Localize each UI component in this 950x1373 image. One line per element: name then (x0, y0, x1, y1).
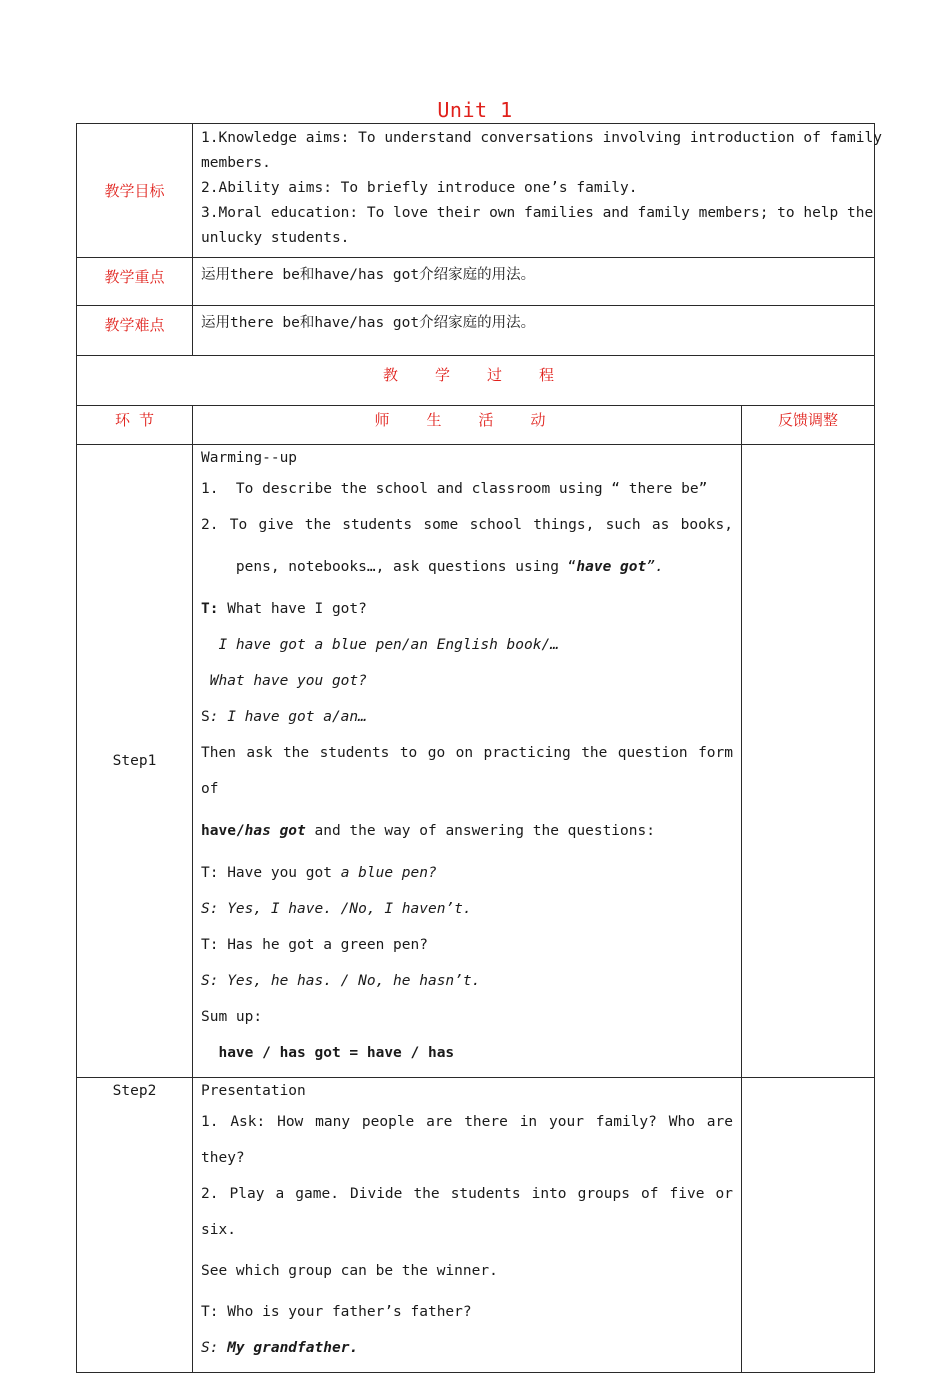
activity-line: Warming--up (201, 450, 298, 466)
objective-line: unlucky students. (201, 230, 350, 246)
key-points-label: 教学重点 (77, 258, 193, 306)
activity-line: Then ask the students to go on practicing the question form of (201, 745, 733, 797)
activity-line: See which group can be the winner. (201, 1263, 498, 1279)
header-feedback: 反馈调整 (742, 406, 875, 445)
activity-line: Sum up: (201, 1009, 263, 1025)
activity-line: S: Yes, I have. /No, I haven’t. (201, 901, 472, 917)
step2-label: Step2 (77, 1078, 193, 1373)
key-points-row (77, 258, 875, 306)
activity-line: T: Who is your father’s father? (201, 1304, 472, 1320)
objectives-label: 教学目标 (77, 124, 193, 258)
key-points-text: 运用there be和have/has got介绍家庭的用法。 (193, 258, 875, 306)
activity-line: T: Has he got a green pen? (201, 937, 428, 953)
difficulties-label: 教学难点 (77, 306, 193, 356)
step2-feedback (742, 1078, 875, 1373)
activity-line: 1. To describe the school and classroom using “ there be” (201, 481, 708, 497)
objectives-row (77, 124, 875, 258)
difficulties-text: 运用there be和have/has got介绍家庭的用法。 (193, 306, 875, 356)
page-title: Unit 1 (437, 98, 513, 122)
step1-feedback (742, 445, 875, 1078)
header-activity: 师 生 活 动 (193, 406, 742, 445)
step2-activity (193, 1078, 742, 1373)
activity-line: 1. Ask: How many people are there in your family? Who are they? (201, 1114, 733, 1166)
activity-line: 2. Play a game. Divide the students into groups of five or six. (201, 1186, 733, 1238)
activity-line: have/has got and the way of answering the questions: (201, 823, 655, 839)
activity-line: S: I have got a/an… (201, 709, 367, 725)
activity-line: have / has got = have / has (201, 1045, 455, 1061)
step1-activity (193, 445, 742, 1078)
objectives-content (193, 124, 882, 258)
process-title: 教 学 过 程 (77, 356, 875, 406)
step2-row (77, 1078, 875, 1373)
objective-line: 2.Ability aims: To briefly introduce one’s family. (201, 180, 638, 196)
step1-label: Step1 (77, 445, 193, 1078)
activity-line: pens, notebooks…, ask questions using “have got”. (201, 559, 664, 575)
activity-line: S: My grandfather. (201, 1340, 359, 1356)
activity-line: S: Yes, he has. / No, he hasn’t. (201, 973, 481, 989)
objective-line: 1.Knowledge aims: To understand conversations involving introduction of family (201, 130, 882, 146)
column-header-row (77, 406, 875, 445)
activity-line: What have you got? (201, 673, 367, 689)
process-title-row (77, 356, 875, 406)
difficulties-row (77, 306, 875, 356)
header-stage: 环 节 (77, 406, 193, 445)
activity-line: 2. To give the students some school things, such as books, (201, 517, 733, 533)
step1-row (77, 445, 875, 1078)
activity-line: I have got a blue pen/an English book/… (201, 637, 559, 653)
activity-line: T: What have I got? (201, 601, 367, 617)
objective-line: 3.Moral education: To love their own families and family members; to help the (201, 205, 874, 221)
activity-line: Presentation (201, 1083, 306, 1099)
objective-line: members. (201, 155, 271, 171)
activity-line: T: Have you got a blue pen? (201, 865, 437, 881)
lesson-plan-table (76, 123, 882, 1373)
